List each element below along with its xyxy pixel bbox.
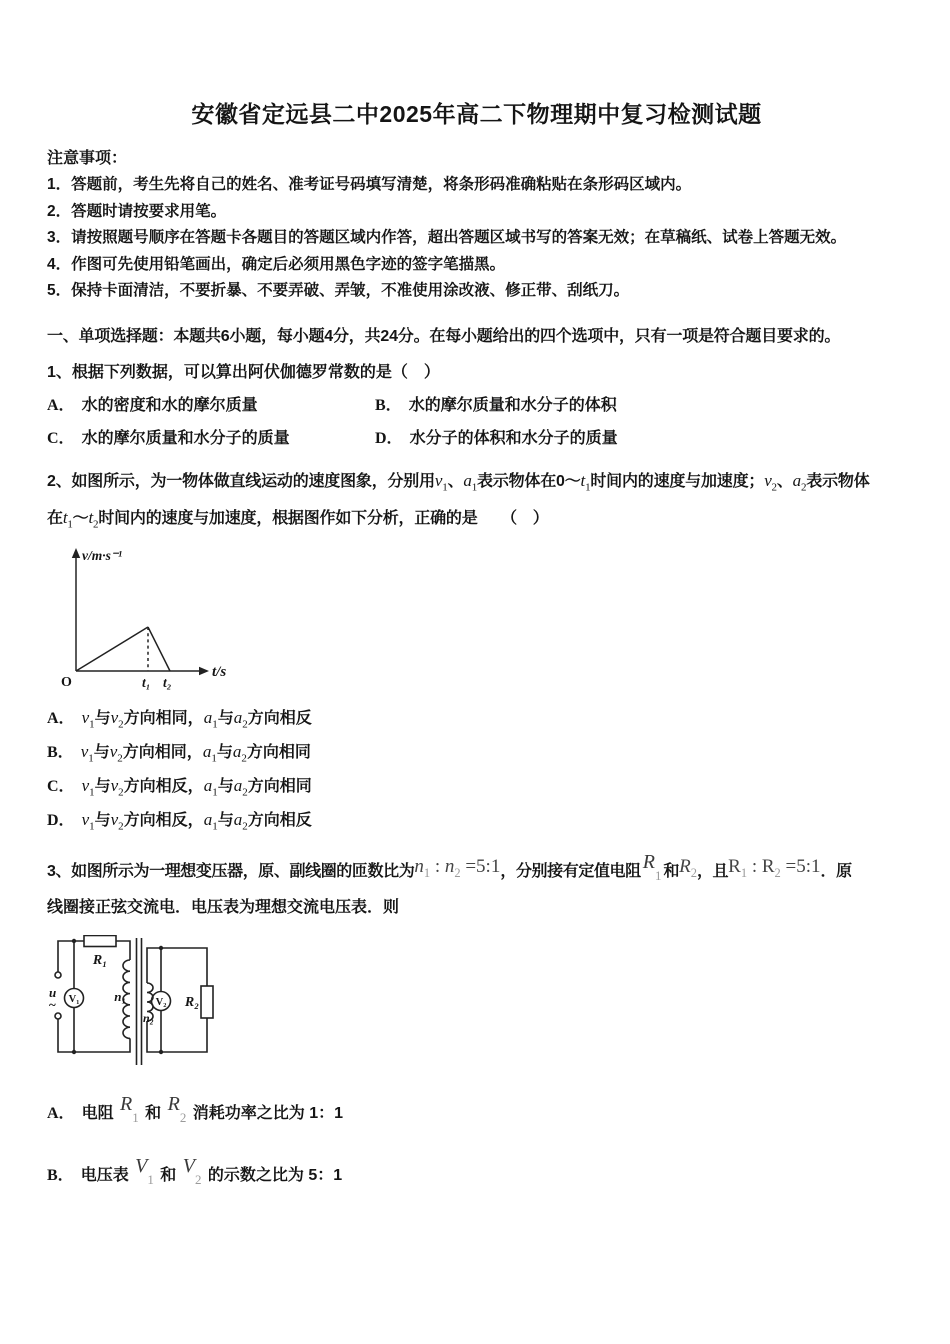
n1-label: n₁ [114, 988, 126, 1004]
text-segment: $v_2$ [110, 809, 124, 832]
q1-option-a-text: 水的密度和水的摩尔质量 [81, 396, 258, 414]
falling-velocity-line [148, 627, 170, 671]
text-segment: 、 [447, 472, 464, 490]
text-segment: $v_1$ [80, 741, 94, 764]
transformer-circuit-svg [47, 935, 222, 1071]
text-segment: ．原 [820, 862, 852, 880]
text-segment: 方向相同， [123, 709, 204, 727]
q2-option-a-text [81, 707, 312, 730]
notice-item-5: 5．保持卡面清洁，不要折暴、不要弄破、弄皱，不准使用涂改液、修正带、刮纸刀。 [47, 282, 630, 299]
q2-option-b-letter: B． [47, 743, 74, 761]
q1-option-c-letter: C． [47, 429, 75, 447]
q1-options-row-2 [47, 427, 906, 451]
text-segment: 与 [217, 709, 234, 727]
q1-option-d [375, 427, 618, 451]
text-segment: 和 [663, 862, 680, 880]
notice-item-3: 3．请按照题号顺序在答题卡各题目的答题区域内作答，超出答题区域书写的答案无效；在草稿纸、试卷上答题无效。 [47, 229, 847, 246]
text-segment: $v_1$ [81, 707, 95, 730]
q2-stem-line-1 [47, 463, 906, 500]
source-terminal-top [55, 972, 61, 978]
rising-velocity-line [76, 627, 148, 671]
text-segment: 与 [217, 811, 234, 829]
text-segment: $R_2$ [761, 855, 781, 880]
q1-option-b-letter: B． [375, 396, 402, 414]
text-segment: =5:1 [780, 855, 821, 877]
text-segment: $v_2$ [110, 707, 124, 730]
secondary-bottom-wire [147, 1018, 207, 1052]
text-segment: $a_1$ [203, 775, 218, 798]
question-3 [47, 843, 906, 1191]
text-segment: $t_1$ [580, 470, 591, 493]
primary-bottom-wire [58, 1019, 130, 1052]
x-axis-arrow [199, 666, 209, 674]
text-segment: $t_1$ [62, 507, 73, 530]
q3-option-b-letter: B． [47, 1166, 74, 1184]
text-segment: ，分别接有定值电阻 [500, 862, 641, 880]
text-segment: 的示数之比为 5：1 [203, 1166, 343, 1184]
question-2 [47, 463, 906, 837]
q3-option-b-text [80, 1154, 343, 1187]
text-segment: 、 [776, 472, 793, 490]
text-segment: 与 [94, 811, 111, 829]
primary-top-right-wire [116, 941, 130, 960]
text-segment: 表示物体 [806, 472, 870, 490]
resistor-r1 [84, 935, 116, 946]
q1-option-c-text: 水的摩尔质量和水分子的质量 [81, 429, 290, 447]
text-segment: 消耗功率之比为 1：1 [188, 1104, 344, 1122]
text-segment: 方向相反， [123, 777, 204, 795]
text-segment: $R_2$ [167, 1092, 187, 1125]
q3-stem-line-2: 线圈接正弦交流电．电压表为理想交流电压表．则 [47, 898, 400, 916]
source-u-label: u [49, 984, 57, 1000]
secondary-top-wire [147, 948, 207, 986]
resistor-r2 [201, 986, 213, 1018]
text-segment: $R_1$ [642, 850, 662, 883]
q2-option-d-text [81, 809, 312, 832]
text-segment: $a_2$ [233, 707, 248, 730]
notice-item-4: 4．作图可先使用铅笔画出，确定后必须用黑色字迹的签字笔描黑。 [47, 255, 506, 273]
text-segment: $a_2$ [792, 470, 807, 493]
text-segment: 时间内的速度与加速度； [590, 472, 765, 490]
q2-option-a [47, 701, 906, 735]
text-segment: 方向相反 [247, 811, 312, 829]
v1-label: V₁ [68, 993, 80, 1005]
text-segment: 3、如图所示为一理想变压器，原、副线圈的匝数比为 [47, 862, 415, 880]
text-segment: 与 [94, 709, 111, 727]
q3-option-a-text [81, 1092, 344, 1125]
text-segment: 表示物体在 [477, 472, 557, 490]
text-segment: 和 [155, 1166, 181, 1184]
text-segment: $n_2$ [444, 855, 461, 880]
q1-option-c [47, 427, 375, 451]
q2-option-b-text [80, 741, 311, 764]
graph-t1-label: t₁ [142, 674, 151, 690]
q3-option-a-letter: A． [47, 1104, 75, 1122]
notice-item-1: 1．答题前，考生先将自己的姓名、准考证号码填写清楚，将条形码准确粘贴在条形码区域内。 [47, 176, 692, 193]
q3-stem-line-1 [47, 843, 906, 889]
text-segment: 与 [217, 777, 234, 795]
text-segment: $a_1$ [202, 741, 217, 764]
graph-x-label: t/s [212, 663, 227, 680]
n2-label: n₂ [143, 1010, 154, 1025]
text-segment: 2、如图所示，为一物体做直线运动的速度图象，分别用 [47, 472, 435, 490]
text-segment: $a_2$ [233, 775, 248, 798]
text-segment: 方向相反 [247, 709, 312, 727]
q2-option-d [47, 803, 906, 837]
transformer-circuit-diagram [47, 935, 906, 1071]
q2-option-d-letter: D． [47, 811, 75, 829]
text-segment: $R_1$ [120, 1092, 139, 1125]
text-segment: 与 [216, 743, 233, 761]
velocity-time-graph-svg [51, 541, 246, 693]
text-segment: $n_1$ [414, 855, 431, 880]
text-segment: =5:1 [460, 855, 501, 877]
q1-option-b [375, 394, 617, 418]
text-segment: 时间内的速度与加速度，根据图作如下分析，正确的是 （ ） [98, 509, 549, 527]
text-segment: $t_2$ [88, 507, 99, 530]
text-segment: $v_2$ [764, 470, 777, 493]
notice-section [47, 146, 906, 305]
text-segment: $a_1$ [463, 470, 478, 493]
primary-top-left-wire [58, 941, 84, 972]
text-segment: $v_2$ [109, 741, 123, 764]
v2-label: V₂ [155, 996, 167, 1008]
y-axis-arrow [72, 548, 80, 558]
text-segment: 与 [94, 777, 111, 795]
q1-option-a-letter: A． [47, 396, 75, 414]
text-segment: $v_1$ [81, 809, 95, 832]
q1-option-d-text: 水分子的体积和水分子的质量 [409, 429, 618, 447]
q1-option-b-text: 水的摩尔质量和水分子的体积 [408, 396, 617, 414]
text-segment: $v_1$ [81, 775, 95, 798]
r1-label: R₁ [92, 952, 108, 968]
q2-option-a-letter: A． [47, 709, 75, 727]
text-segment: $a_1$ [203, 809, 218, 832]
q3-option-a [47, 1092, 906, 1129]
text-segment: ，且 [696, 862, 729, 880]
q2-option-b [47, 735, 906, 769]
source-tilde-label: ~ [49, 996, 56, 1012]
text-segment: 电阻 [81, 1104, 119, 1122]
text-segment: $v_1$ [434, 470, 448, 493]
text-segment: 与 [93, 743, 110, 761]
text-segment: $V_2$ [182, 1154, 202, 1187]
text-segment: ～ [72, 509, 89, 527]
text-segment: $v_2$ [110, 775, 124, 798]
text-segment: 方向相同 [247, 777, 312, 795]
q2-option-c-text [81, 775, 312, 798]
text-segment: $R_2$ [679, 855, 697, 880]
graph-origin-label: O [61, 674, 72, 690]
text-segment: 方向相反， [123, 811, 204, 829]
text-segment: 方向相同， [122, 743, 203, 761]
graph-t2-label: t₂ [163, 674, 172, 690]
q1-stem: 1、根据下列数据，可以算出阿伏伽德罗常数的是（ ） [47, 363, 440, 381]
q2-stem-line-2 [47, 500, 906, 537]
text-segment: : [747, 855, 762, 877]
text-segment: 方向相同 [246, 743, 311, 761]
text-segment: 0～ [556, 472, 581, 490]
q2-option-c [47, 769, 906, 803]
velocity-time-graph [51, 541, 906, 693]
question-1 [47, 361, 906, 451]
q1-options-row-1 [47, 394, 906, 418]
q1-option-d-letter: D． [375, 429, 403, 447]
q2-options [47, 701, 906, 837]
text-segment: $V_1$ [135, 1154, 154, 1187]
q1-option-a [47, 394, 375, 418]
page-title: 安徽省定远县二中2025年高二下物理期中复习检测试题 [191, 101, 762, 127]
source-terminal-bottom [55, 1013, 61, 1019]
q2-option-c-letter: C． [47, 777, 75, 795]
text-segment: 在 [47, 509, 63, 527]
text-segment: $R_1$ [728, 855, 748, 880]
notice-item-2: 2．答题时请按要求用笔。 [47, 202, 227, 220]
text-segment: 电压表 [80, 1166, 134, 1184]
graph-y-label: v/m·s⁻¹ [82, 547, 123, 563]
r2-label: R₂ [184, 994, 200, 1010]
text-segment: 和 [140, 1104, 166, 1122]
section-1-heading: 一、单项选择题：本题共6小题，每小题4分，共24分。在每小题给出的四个选项中，只有一项是符合题目要求的。 [47, 327, 841, 345]
text-segment: $a_2$ [232, 741, 247, 764]
text-segment: : [430, 855, 445, 877]
notice-heading: 注意事项： [47, 150, 128, 167]
q3-option-b [47, 1154, 906, 1191]
text-segment: $a_2$ [233, 809, 248, 832]
text-segment: $a_1$ [203, 707, 218, 730]
